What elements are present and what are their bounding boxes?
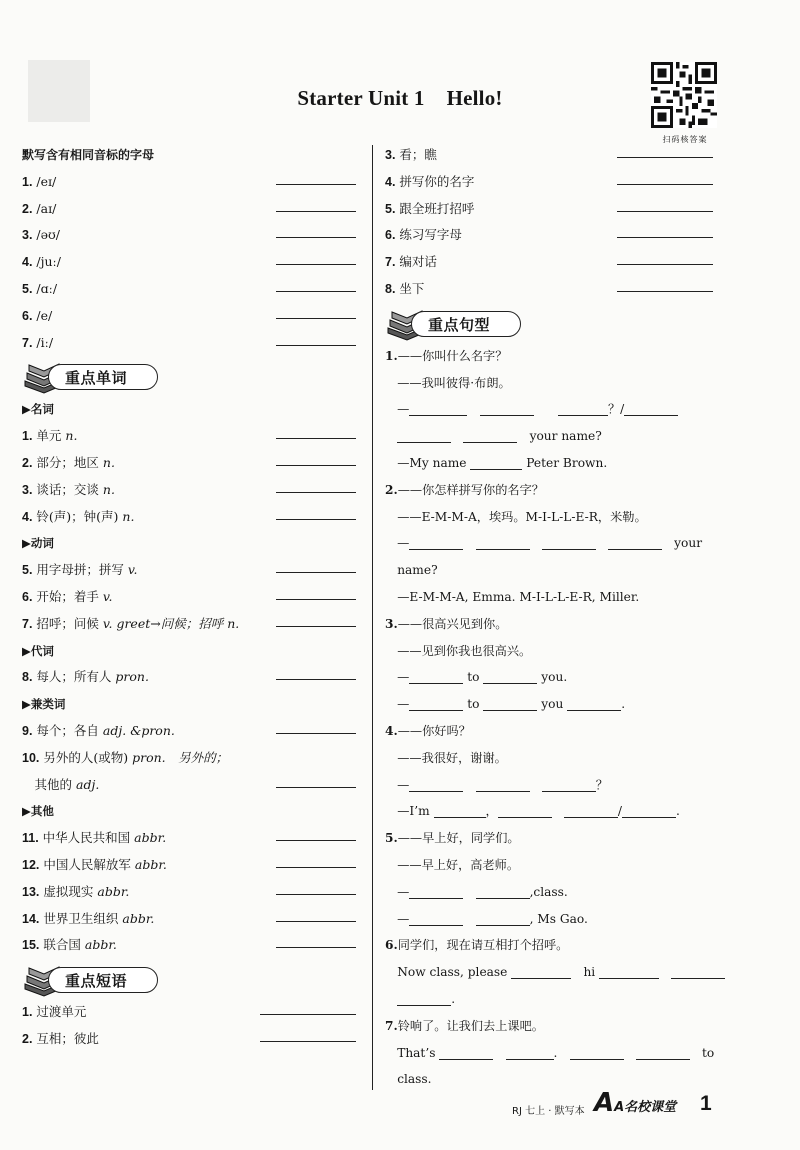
brand-logo-text: A名校课堂 <box>614 1100 677 1115</box>
sentence-1-question: 1.——你叫什么名字？ <box>385 348 508 363</box>
answer-blank[interactable] <box>617 184 713 185</box>
answer-blank[interactable] <box>564 816 618 818</box>
answer-blank[interactable] <box>470 468 522 470</box>
vocab-item <box>22 584 360 611</box>
sentence-4-line-2: —I’m ， / . <box>397 804 680 819</box>
phonics-symbol: /e/ <box>36 307 53 323</box>
sentence-4-answer: ——我很好，谢谢。 <box>397 750 507 765</box>
answer-blank[interactable] <box>276 894 356 895</box>
part-of-speech: v. greet→问候；招呼 n. <box>102 615 240 631</box>
answer-blank[interactable] <box>276 184 356 185</box>
phrase-item <box>385 249 717 276</box>
answer-blank[interactable] <box>276 264 356 265</box>
answer-blank[interactable] <box>397 441 451 443</box>
item-number: 4. <box>22 255 33 270</box>
item-number: 2. <box>22 455 33 470</box>
answer-blank[interactable] <box>476 897 530 899</box>
answer-blank[interactable] <box>276 947 356 948</box>
title-hello: Hello! <box>446 86 503 110</box>
phonics-symbol: /ɑː/ <box>36 280 58 296</box>
answer-blank[interactable] <box>624 414 678 416</box>
vocab-item <box>22 611 360 638</box>
answer-blank[interactable] <box>409 924 463 926</box>
answer-blank[interactable] <box>276 733 356 734</box>
answer-blank[interactable] <box>498 816 552 818</box>
vocab-meaning: 世界卫生组织 <box>43 910 119 926</box>
sentence-1-answer: ——我叫彼得·布朗。 <box>397 375 511 390</box>
item-number: 2. <box>22 201 33 216</box>
answer-blank[interactable] <box>671 977 725 979</box>
item-number: 1. <box>22 174 33 189</box>
answer-blank[interactable] <box>276 519 356 520</box>
brand-logo: AA名校课堂 <box>594 1088 677 1118</box>
sentence-2-question: 2.——你怎样拼写你的名字？ <box>385 482 544 497</box>
answer-blank[interactable] <box>276 438 356 439</box>
answer-blank[interactable] <box>409 548 463 550</box>
item-number: 9. <box>22 723 33 738</box>
title-unit: Starter Unit 1 <box>297 86 425 110</box>
vocab-meaning: 每个；各自 <box>36 722 99 738</box>
phrase-meaning: 坐下 <box>399 280 425 296</box>
answer-blank[interactable] <box>511 977 571 979</box>
sentence-5-line-2: — , Ms Gao. <box>385 911 588 926</box>
answer-blank[interactable] <box>599 977 659 979</box>
sentence-7-question: 7.铃响了。让我们去上课吧。 <box>385 1018 544 1033</box>
answer-blank[interactable] <box>276 840 356 841</box>
sentence-3-answer: ——见到你我也很高兴。 <box>397 643 532 658</box>
item-number: 5. <box>22 563 33 578</box>
qr-code-icon[interactable] <box>651 62 717 128</box>
item-number: 13. <box>22 884 40 899</box>
right-phrase-list <box>385 142 717 303</box>
phonics-item <box>22 249 360 276</box>
answer-blank[interactable] <box>463 441 517 443</box>
vocab-meaning: 中华人民共和国 <box>42 830 131 846</box>
item-number: 12. <box>22 857 40 872</box>
phonics-symbol: /eɪ/ <box>36 173 57 189</box>
answer-blank[interactable] <box>276 237 356 238</box>
answer-blank[interactable] <box>409 897 463 899</box>
vocab-item <box>22 477 360 504</box>
vocab-item <box>22 423 360 450</box>
phrase-item <box>385 169 717 196</box>
part-of-speech: abbr. <box>97 883 130 899</box>
answer-blank[interactable] <box>276 626 356 627</box>
vocab-meaning: 虚拟现实 <box>43 883 94 899</box>
answer-blank[interactable] <box>409 414 467 416</box>
answer-blank[interactable] <box>409 790 463 792</box>
answer-blank[interactable] <box>617 157 713 158</box>
phrase-banner-label: 重点短语 <box>65 972 128 991</box>
sentence-3-line-2: — to you . <box>385 697 626 712</box>
answer-blank[interactable] <box>276 599 356 600</box>
item-number: 15. <box>22 938 40 953</box>
vocab-meaning: 开始；着手 <box>36 588 99 604</box>
part-of-speech: n. <box>65 428 78 444</box>
phonics-list <box>22 169 360 357</box>
vocab-banner-label: 重点单词 <box>65 369 128 388</box>
sentence-6-line-1: Now class, please hi <box>385 959 717 986</box>
item-number: 7. <box>385 255 396 270</box>
part-of-speech: abbr. <box>122 910 155 926</box>
part-of-speech: pron. 另外的； <box>132 749 229 765</box>
part-of-speech: n. <box>122 508 135 524</box>
vocab-meaning: 部分；地区 <box>36 454 99 470</box>
vocab-item <box>22 664 360 691</box>
part-of-speech: v. <box>102 588 113 604</box>
vocab-item <box>22 745 360 772</box>
left-column <box>22 142 360 1053</box>
item-number: 5. <box>385 201 396 216</box>
sentence-3-line-1: — to you. <box>385 670 568 685</box>
answer-blank[interactable] <box>260 1014 356 1015</box>
sentence-1-line-1: — ？/ <box>385 396 717 423</box>
vocab-meaning: 中国人民解放军 <box>43 856 131 872</box>
column-divider <box>372 145 373 1090</box>
sentence-5-line-1: — ,class. <box>385 884 568 899</box>
answer-blank[interactable] <box>397 1004 451 1006</box>
phrase-banner <box>22 959 360 999</box>
item-number: 8. <box>385 281 396 296</box>
vocab-item <box>22 825 360 852</box>
vocab-meaning: 用字母拼；拼写 <box>36 562 124 578</box>
answer-blank[interactable] <box>558 414 608 416</box>
answer-blank[interactable] <box>483 682 537 684</box>
item-number: 10. <box>22 750 40 765</box>
vocab-item <box>22 718 360 745</box>
phrase-meaning: 互相；彼此 <box>36 1030 99 1046</box>
answer-blank[interactable] <box>542 548 596 550</box>
answer-blank[interactable] <box>276 572 356 573</box>
sentence-banner <box>385 303 717 343</box>
sentence-7-line-1: That’s . to <box>397 1045 715 1060</box>
category-heading: ▶其他 <box>22 804 54 819</box>
vocab-meaning: 谈话；交谈 <box>36 481 99 497</box>
sentence-5-question: 5.——早上好，同学们。 <box>385 831 520 846</box>
phrase-item <box>385 142 717 169</box>
item-number: 4. <box>22 509 33 524</box>
phonics-symbol: /juː/ <box>36 254 61 270</box>
part-of-speech: abbr. <box>84 937 117 953</box>
answer-blank[interactable] <box>276 679 356 680</box>
vocab-meaning: 招呼；问候 <box>36 615 99 631</box>
phonics-item <box>22 169 360 196</box>
qr-caption: 扫码核答案 <box>662 135 708 144</box>
phrase-meaning: 看；瞧 <box>399 147 437 162</box>
sentence-3-question: 3.——很高兴见到你。 <box>385 616 508 631</box>
item-number: 8. <box>22 670 33 685</box>
item-number: 6. <box>385 228 396 243</box>
answer-blank[interactable] <box>276 211 356 212</box>
part-of-speech: adj. &pron. <box>102 722 175 738</box>
item-number: 5. <box>22 281 33 296</box>
item-number: 3. <box>22 482 33 497</box>
answer-blank[interactable] <box>617 264 713 265</box>
sentence-2-line-1: — your <box>385 536 703 551</box>
answer-blank[interactable] <box>276 867 356 868</box>
vocab-meaning: 每人；所有人 <box>36 669 112 685</box>
phonics-symbol: /aɪ/ <box>36 200 57 216</box>
vocab-meaning: 联合国 <box>43 937 81 953</box>
answer-blank[interactable] <box>617 211 713 212</box>
phonics-item <box>22 276 360 303</box>
answer-blank[interactable] <box>622 816 676 818</box>
sentence-6-question: 6.同学们，现在请互相打个招呼。 <box>385 938 569 953</box>
answer-blank[interactable] <box>476 548 530 550</box>
answer-blank[interactable] <box>276 787 356 788</box>
phrase-meaning: 跟全班打招呼 <box>399 200 475 216</box>
vocab-item <box>22 852 360 879</box>
part-of-speech: abbr. <box>134 830 167 846</box>
page-number: 1 <box>700 1092 712 1115</box>
answer-blank[interactable] <box>276 492 356 493</box>
phrase-item <box>385 196 717 223</box>
answer-blank[interactable] <box>617 237 713 238</box>
answer-blank[interactable] <box>476 790 530 792</box>
phrase-meaning: 练习写字母 <box>399 227 462 243</box>
vocab-banner <box>22 356 360 396</box>
vocab-meaning: 铃(声)；钟(声) <box>36 508 119 524</box>
phonics-symbol: /əʊ/ <box>36 227 60 243</box>
vocab-item <box>22 504 360 531</box>
right-column <box>385 142 717 1093</box>
part-of-speech: abbr. <box>134 856 167 872</box>
sentence-6-line-2: . <box>385 986 717 1013</box>
sentence-4-question: 4.——你好吗？ <box>385 723 471 738</box>
phonics-item <box>22 222 360 249</box>
phonics-symbol: /iː/ <box>36 334 54 350</box>
answer-blank[interactable] <box>434 816 486 818</box>
part-of-speech: pron. <box>115 669 149 685</box>
sentence-2-answer: ——E-M-M-A，埃玛。M-I-L-L-E-R，米勒。 <box>397 509 647 524</box>
item-number: 6. <box>22 589 33 604</box>
answer-blank[interactable] <box>483 709 537 711</box>
vocab-meaning: 单元 <box>36 428 62 444</box>
phrase-item <box>22 999 360 1026</box>
vocab-item <box>22 906 360 933</box>
answer-blank[interactable] <box>476 924 530 926</box>
answer-blank[interactable] <box>409 682 463 684</box>
answer-blank[interactable] <box>276 345 356 346</box>
item-number: 6. <box>22 308 33 323</box>
sentence-1-line-2: your name? <box>385 423 717 450</box>
phonics-item <box>22 303 360 330</box>
item-number: 3. <box>22 228 33 243</box>
phrase-meaning: 拼写你的名字 <box>399 173 475 189</box>
sentence-2-line-3: —E-M-M-A, Emma. M-I-L-L-E-R, Miller. <box>397 589 640 604</box>
phonics-item <box>22 330 360 357</box>
category-heading: ▶兼类词 <box>22 697 66 712</box>
left-phrase-list <box>22 999 360 1053</box>
vocab-item <box>22 557 360 584</box>
answer-blank[interactable] <box>439 1058 493 1060</box>
vocab-meaning: 另外的人(或物) <box>43 749 129 765</box>
answer-blank[interactable] <box>276 291 356 292</box>
category-heading: ▶动词 <box>22 536 54 551</box>
answer-blank[interactable] <box>480 414 534 416</box>
vocab-meaning: 其他的 <box>22 776 73 792</box>
item-number: 7. <box>22 335 33 350</box>
sentence-banner-label: 重点句型 <box>428 315 491 334</box>
sentence-4-line-1: — ？ <box>385 777 608 792</box>
item-number: 3. <box>385 148 396 162</box>
vocab-list <box>22 396 360 959</box>
answer-blank[interactable] <box>608 548 662 550</box>
answer-blank[interactable] <box>506 1058 554 1060</box>
part-of-speech: n. <box>102 454 115 470</box>
phrase-item <box>385 222 717 249</box>
item-number: 4. <box>385 174 396 189</box>
item-number: 11. <box>22 831 39 846</box>
item-number: 7. <box>22 616 33 631</box>
item-number: 14. <box>22 911 40 926</box>
vocab-item <box>22 772 360 799</box>
phonics-item <box>22 196 360 223</box>
answer-blank[interactable] <box>567 709 621 711</box>
part-of-speech: n. <box>102 481 115 497</box>
answer-blank[interactable] <box>542 790 596 792</box>
sentence-1-line-3: —My name Peter Brown. <box>397 455 608 470</box>
item-number: 1. <box>22 429 33 444</box>
sentence-2-line-2: name? <box>397 563 438 578</box>
answer-blank[interactable] <box>636 1058 690 1060</box>
phrase-item <box>22 1026 360 1053</box>
phonics-heading: 默写含有相同音标的字母 <box>22 148 155 162</box>
answer-blank[interactable] <box>276 921 356 922</box>
answer-blank[interactable] <box>617 291 713 292</box>
answer-blank[interactable] <box>409 709 463 711</box>
answer-blank[interactable] <box>260 1041 356 1042</box>
vocab-item <box>22 932 360 959</box>
sentence-5-answer: ——早上好，高老师。 <box>397 857 520 872</box>
footer-label: RJ 七上 · 默写本 <box>512 1106 585 1117</box>
part-of-speech: adj. <box>76 776 100 792</box>
phrase-meaning: 编对话 <box>399 254 437 270</box>
part-of-speech: v. <box>127 562 138 578</box>
phrase-meaning: 过渡单元 <box>36 1004 87 1020</box>
sentence-7-line-2: class. <box>397 1072 432 1087</box>
category-heading: ▶名词 <box>22 402 54 417</box>
answer-blank[interactable] <box>276 465 356 466</box>
category-heading: ▶代词 <box>22 643 54 658</box>
vocab-item <box>22 879 360 906</box>
item-number: 1. <box>22 1005 33 1020</box>
answer-blank[interactable] <box>276 318 356 319</box>
item-number: 2. <box>22 1031 33 1046</box>
phrase-item <box>385 276 717 303</box>
vocab-item <box>22 450 360 477</box>
answer-blank[interactable] <box>570 1058 624 1060</box>
